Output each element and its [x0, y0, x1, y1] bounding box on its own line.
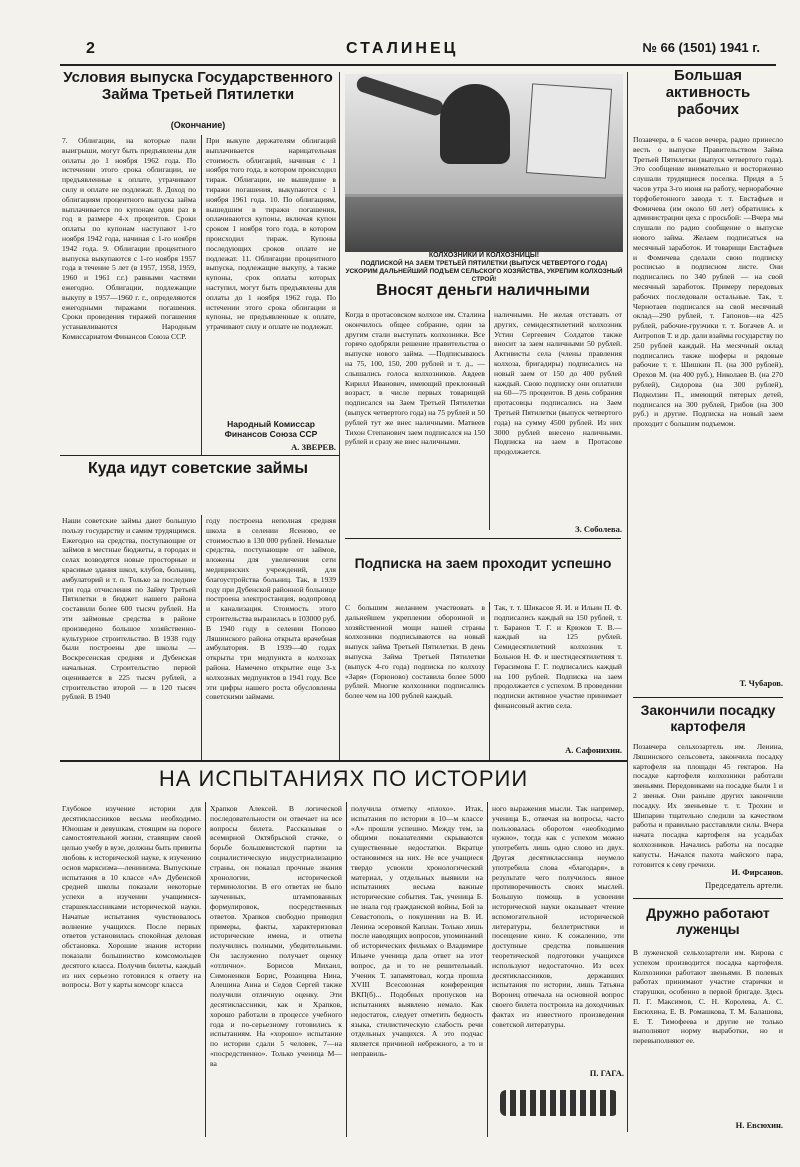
photo-caption-line-1: КОЛХОЗНИКИ И КОЛХОЗНИЦЫ!	[428, 252, 540, 259]
photo-poster	[526, 83, 612, 178]
loans-column-1: Наши советские займы дают большую пользу государству и самим трудящимся. Ежегодно на средства, поступающие от займов в местные бюджеты, в городах и селах возводятся новые просторные и красивые здания школ, клубов, больниц, амбулаторий и т. п. Только за последние три года отчисления по Займу Третьей Пятилетки в бюджет нашего района составили более 600 тысяч рублей. На эти займовые средства в районе произведено большое хозяйственно-культурное строительство. В 1938 году были построены две школы — Воскресенская средняя и Дубенская начальная. Строительство первой оценивается в 225 тысяч рублей, а строительство второй — в 120 тысяч рублей. В 1940	[62, 516, 196, 702]
loan-subtitle: (Окончание)	[170, 120, 226, 130]
potato-body: Позавчера сельхозартель им. Ленина, Ляшинского сельсовета, закончила посадку картофеля на площади 45 гектаров. На посадке картофеля колхозники работали звеньями. Передовиками на посадке были 1 и 2 звенья. Они раньше других закончили посадку. Их звеньевые т. т. Трохин и Шипарин тщательно следили за качеством работы и правильно расставляли силы. Вчера начата посадка картофеля на усадьбах колхозников. Начались работы на посадке капусты. Начался пахота майского пара, готовится к севу гречихи.	[633, 742, 783, 869]
subscription-column-1: С большим желанием участвовать в дальнейшем укреплении оборонной и хозяйственной мощи нашей страны колхозники подписываются на новый выпуск займа Третьей Пятилетки. В день выпуска Займа Третьей Пятилетки (выпуск 4-го года) подписка по колхозу «Заря» (Горюново) составила более 5000 рублей. Многие колхозники подписались более чем на 100 рублей каждый.	[345, 603, 485, 701]
column-divider	[339, 72, 340, 760]
section-rule	[60, 455, 339, 456]
newspaper-name: СТАЛИНЕЦ	[346, 40, 459, 57]
section-rule	[633, 697, 783, 698]
column-divider	[487, 802, 488, 1137]
subscription-article-title: Подписка на заем проходит успешно	[354, 555, 612, 571]
photo-caption-line-2: ПОДПИСКОЙ НА ЗАЕМ ТРЕТЬЕЙ ПЯТИЛЕТКИ (ВЫПУСК ЧЕТВЕРТОГО ГОДА) УСКОРИМ ДАЛЬНЕЙШИЙ ПОДЪЕМ СЕЛЬСКОГО ХОЗЯЙСТВА, УКРЕПИМ КОЛХОЗНЫЙ СТРОЙ!	[345, 260, 623, 283]
photo-caption	[345, 252, 623, 283]
column-divider	[205, 802, 206, 1137]
section-rule	[633, 898, 783, 899]
page-number: 2	[86, 40, 95, 57]
section-rule	[60, 760, 627, 762]
column-divider	[346, 802, 347, 1137]
column-divider	[489, 310, 490, 530]
together-author: Н. Евсюхин.	[735, 1120, 783, 1130]
activity-body: Позавчера, в 6 часов вечера, радио принесло весть о выпуске Правительством Займа Третьей Пятилетки (выпуск четвертого года). Это сообщение внимательно и восторженно слушали трудящиеся поселка. Придя в 5 часов утра 3-го июня на работу, чернорабочие торфобетонного завода т. т. Евстафьев и Фомичева (им около 60 лет) обратились к администрации цеха с просьбой: —Вчера мы слушали по радио сообщение о выпуске нового займа. Желаем подписаться на месячный заработок. И товарищи Евстафьев и Фомичева сделали свою подписку росписью в подписном листе. Они подписались по 340 рублей — на свой месячный заработок. Примеру передовых рабочих последовали остальные. Так, т. Чернотаев подписался на свой месячный оклад—290 рублей, т. Гапонов—на 425 рублей, рабочие-грузчики т. т. Богачев А. и Антропов Т. и др. дали взаймы государству по 250 рублей каждый. На месячный оклад подписались также шоферы и рядовые рабочие т. т. Шишкин П. (на 300 рублей), Орехов М. (на 400 руб.), Николаев В. (на 270 рублей), Сидорова (на 300 рублей), Подколзин П., имеющий пятерых детей, подписался на 300 рублей, Грибов (на 300 руб.) и другие. Подписка на новый заем проходит с большим подъемом.	[633, 135, 783, 429]
cash-author: З. Соболева.	[575, 524, 622, 534]
cash-column-1: Когда в протасовском колхозе им. Сталина окончилось общее собрание, один за другим стали выступать колхозники. Все горячо одобряли решение правительства о выпуске нового займа. —Подписываюсь на 75, 100, 150, 200 рублей и т. д., —слышались голоса колхозников. Авдеев Кирилл Иванович, имеющий преклонный возраст, в числе первых товарищей подписался на Заем Третьей Пятилетки (выпуск четвертого года) на 75 рублей и 50 рублей тут же внес наличными. Матвеев Тихон Степанович заем подписался на 150 рублей и сразу же внес наличными.	[345, 310, 485, 447]
potato-title: Закончили посадку картофеля	[640, 702, 776, 734]
cash-article-title: Вносят деньги наличными	[376, 282, 590, 299]
column-divider	[201, 135, 202, 455]
loan-title: Условия выпуска Государственного Займа Третьей Пятилетки	[63, 69, 333, 103]
activity-author: Т. Чубаров.	[739, 678, 783, 688]
photo-field	[345, 197, 623, 252]
loan-signatory: А. ЗВЕРЕВ.	[291, 442, 336, 452]
loan-column-2: При выкупе держателям облигаций выплачивается нарицательная стоимость облигаций, начиная с 1 ноября того года, в котором происходил тираж. Облигации, не вышедшие в тиражи погашения, выкупаются с 1 ноября 1961 года. 10. По облигациям, вышедшим в тиражи погашения, оплачиваются купоны, включая купон сроком 1 ноября того года, в котором происходил тираж. Купоны последующих сроков оплате не подлежат. 11. Облигации процентного выпуска, подлежащие выкупу, а также купоны, срок оплаты которых наступил, могут быть предъявлены для оплаты до 1 ноября 1962 года. По истечении этого срока облигации и купоны, не предъявленные к оплате, утрачивают силу и оплате не подлежат.	[206, 136, 336, 332]
decorative-ornament	[500, 1090, 618, 1116]
potato-author: И. Фирсанов.	[731, 867, 783, 877]
exam-column-1: Глубокое изучение истории для десятиклассников весьма необходимо. Юношам и девушкам, стоящим на пороге самостоятельной жизни, ставящим своей целью учебу в вузе, должны быть привиты любовь к исторической науке, к изучению основ марксизма—ленинизма. Выпускные испытания в 10 классе «А» Дубенской средней школы показали некоторые успехи в изучении учащимися-старшеклассниками исторической науки. Начатые испытания чувствовалось волнение учащихся. После первых ответов установилась спокойная деловая обстановка. Хорошие знания истории показали большинство комсомольцев десятого класса. Получив билеты, каждый из них серьезно готовился к ответу на вопросы. Вот у карты комсорг класса	[62, 804, 201, 990]
column-divider	[627, 72, 628, 1132]
loan-signatory-title: Народный Комиссар Финансов Союза ССР	[224, 419, 318, 439]
photo-figure	[440, 84, 510, 164]
column-divider	[489, 602, 490, 760]
loans-article-title: Куда идут советские займы	[88, 460, 308, 477]
cash-column-2: наличными. Не желая отставать от других, семидесятилетний колхозник Устин Сергеевич Солдатов также вносит за заем наличными 50 рублей. Активисты села (члены правления колхоза, бригадиры) подписались на новый заем от 150 до 400 рублей каждый. Свою подписку они оплатили на 60—75 процентов. В день собрания протасовцы подписались на Заем Третьей Пятилетки (выпуск четвертого года) на сумму 4500 рублей. Из них 3000 рублей внесено наличными. Подписка на заем в Протасове продолжается.	[494, 310, 622, 457]
exam-column-4: ного выражения мысли. Так например, ученица Б., отвечая на вопросы, часто пользовалась оборотом «необходимо нужно», тогда как с успехом можно употребить лишь одно слово из двух. Другая десятиклассница неумело употребила слова «благодаря», в результате чего получилось явное противоречивость своих мыслей. Большую помощь в усвоении исторической науки оказывает чтение вспомогательной исторической литературы, беллетристики и посещение кино. К сожалению, эти доступные средства повышения теоретической подготовки учащихся используют недостаточно. Из всех десятиклассников, державших испытания по истории, лишь Татьяна Воронец отвечала на основной вопрос своего билета построила на доходчивых фактах из известного произведения советской литературы.	[492, 804, 624, 1029]
together-title: Дружно работают луженцы	[646, 905, 770, 937]
issue-number: № 66 (1501) 1941 г.	[642, 40, 760, 55]
masthead-rule	[60, 64, 776, 66]
loan-column-1: 7. Облигации, на которые пали выигрыши, могут быть предъявлены для оплаты до 1 ноября 1962 года. По истечении этого срока облигации, не предъявленные к оплате, утрачивают силу и оплате не подлежат. 8. Доход по облигациям процентного выпуска займа выплачивается по купонам один раз в год в размере 4-х процентов. Сроки оплаты по купонам наступают 1-го ноября 1942 года, начиная с 1-го ноября 1942 года. 9. Облигации процентного выпуска выкупаются с 1-го ноября 1957 года в течение 5 лет (в 1957, 1958, 1959, 1960 и 1961 г.г.) равными частями ежегодно. Облигации, подлежащие выкупу в 1957—1960 г. г., определяются ежегодными тиражами погашения. Сроки проведения тиражей погашения устанавливаются Народным Комиссариатом Финансов Союза ССР.	[62, 136, 196, 341]
exam-column-3: получила отметку «плохо». Итак, испытания по истории в 10—м классе «А» прошли успешно. Между тем, за общими показателями скрываются существенные недостатки. Вкратце остановимся на них. Не все учащиеся твердо усвоили хронологический материал, у отдельных выявили на испытаниях весьма важные исторические события. Так, ученица Б. не знала год гражданской войны, Бой за Севастополь, о покушении на В. И. Ленина эсеровкой Каплан. Только лишь после наводящих вопросов, упоминаний об исторических фильмах о Владимире Ильиче ученица дала ответ на этот вопрос, да и то не решительный. Ученик Т. запамятовал, когда прошла XVIII Всесоюзная конференция ВКП(б)... Подобных пропусков на испытаниях выявлено немало. Как недостаток, следует отметить бедность языка, стилистическую слабость речи отдельных учащихся. А это подчас является причиной небрежного, а то и неправиль-	[351, 804, 483, 1058]
subscription-author: А. Сафонихин.	[565, 745, 622, 755]
loans-column-2: году построена неполная средняя школа в селении Ясеново, ее стоимостью в 130 000 рублей. Немалые средства, поступающие от займов, вложены для увеличения сети медицинских учреждений, для благоустройства больниц. Так, в 1939 году при Дубенской районной больнице построена электростанция, водопровод и канализация. Стоимость этого строительства выразилась в 103000 руб. В 1940 году в селении Попово Ляшинского района открыта врачебная амбулатория. В 1939—40 годах открыты три медпункта в колхозах района. Намечено открытие еще 3-х колхозных медпунктов в 1941 году. Все эти цифры нашего роста обусловлены советскими займами.	[206, 516, 336, 702]
together-body: В луженской сельхозартели им. Кирова с успехом производится посадка картофеля. Колхозники работают звеньями. В полевых работах принимают участие старички и старушки, особенно в первой бригаде. Здесь П. Г. Максимов, С. Н. Королева, А. С. Евсюхина, Е. В. Ромашкова, Т. М. Балашова, Е. Т. Тимофеева и другие не только выполняют норму выработки, но и перевыполняют ее.	[633, 948, 783, 1046]
activity-title: Большая активность рабочих	[665, 67, 751, 118]
subscription-column-2: Так, т. т. Шикасов Я. И. и Ильин П. Ф. подписались каждый на 150 рублей, т. т. Баранов Т. Г. и Крюков Т. В.—каждый на 125 рублей. Семидесятилетний колхозник т. Больнов Н. Ф. и шестидесятилетняя т. Герасимова Г. Г. подписались каждый на 100 рублей. Подписка на заем продолжается с успехом. В проведении подписки активное участие принимает финансовый актив села.	[494, 603, 622, 710]
section-rule	[345, 538, 621, 539]
poster-photo	[345, 74, 623, 283]
exam-column-2: Храпков Алексей. В логической последовательности он отвечает на все вопросы билета. Рассказывая о всемирной Октябрьской стачке, о борьбе большевистской партии за социалистическую индустриализацию страны, он показал прочные знания хронологии, исторической терминологии. В его ответах не было заученных, штампованных формулировок, посредственных ответов. Храпков свободно приводил примеры, факты, характеризовал исторические имена, и ответы получились полными, убедительными. Он заслуженно получает оценку «отлично». Борисов Михаил, Симоненков Борис, Розанцева Нина, Алешина Анна и Седов Сергей также получили отличную оценку. Эти десятиклассники, как и Храпков, хорошо работали в процессе учебного года и по-серьезному готовились к испытаниям. На «хорошо» испытание по истории сдали 5 человек, 7—на «посредственно». Только ученица М—ва	[210, 804, 342, 1068]
exam-title: НА ИСПЫТАНИЯХ ПО ИСТОРИИ	[158, 766, 529, 791]
column-divider	[201, 515, 202, 760]
potato-author-role: Председатель артели.	[705, 880, 783, 890]
masthead	[86, 40, 760, 62]
exam-author: П. ГАГА.	[589, 1068, 624, 1078]
